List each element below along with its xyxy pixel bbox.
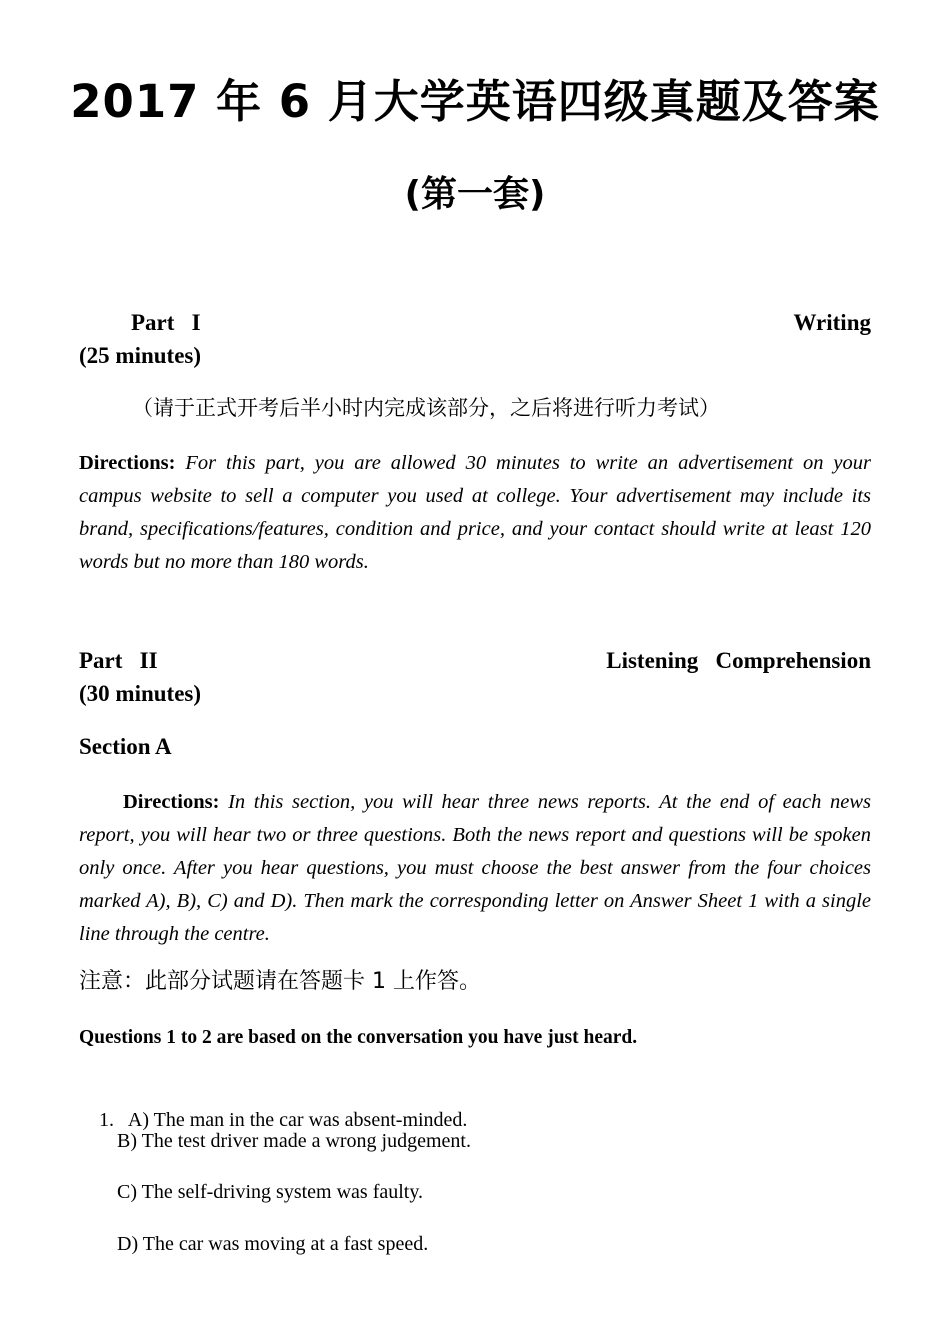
document-title: 2017 年 6 月大学英语四级真题及答案	[70, 75, 880, 128]
part2-label: Part II	[79, 648, 158, 673]
part2-directions-text: In this section, you will hear three news reports. At the end of each news report, you will hear two or three questions. Both the news report and questions will be spoken only once. After you hear questions, you must choose the best answer from the four choices marked A), B), C) and D). Then mark the corresponding letter on Answer Sheet 1 with a single line through the centre.	[79, 791, 871, 945]
part2-heading	[79, 645, 871, 677]
part2-directions-label: Directions:	[123, 791, 220, 813]
part2-time: (30 minutes)	[79, 681, 202, 706]
option-a: A) The man in the car was absent-minded.	[127, 1109, 468, 1131]
question-number: 1.	[99, 1109, 114, 1131]
option-b: B) The test driver made a wrong judgement.	[117, 1130, 471, 1152]
part1-time: (25 minutes)	[79, 343, 202, 368]
part2-note: 注意：此部分试题请在答题卡 1 上作答。	[79, 969, 481, 994]
part2-directions	[79, 786, 871, 951]
option-c: C) The self-driving system was faulty.	[117, 1181, 424, 1203]
part1-directions	[79, 447, 871, 579]
section-a-heading: Section A	[79, 734, 172, 759]
document-subtitle: (第一套)	[404, 174, 546, 215]
part1-note: （请于正式开考后半小时内完成该部分，之后将进行听力考试）	[132, 396, 720, 420]
part2-name: Listening Comprehension	[606, 648, 871, 673]
part1-directions-label: Directions:	[79, 452, 176, 474]
part1-heading	[79, 307, 871, 339]
part1-name: Writing	[793, 310, 871, 335]
part1-label: Part I	[131, 310, 201, 335]
option-d: D) The car was moving at a fast speed.	[117, 1233, 429, 1255]
part1-directions-text: For this part, you are allowed 30 minutes to write an advertisement on your campus website to sell a computer you used at college. Your advertisement may include its brand, specifications/features, condition and price, and your contact should write at least 120 words but no more than 180 words.	[79, 452, 871, 573]
question-header: Questions 1 to 2 are based on the conversation you have just heard.	[79, 1027, 638, 1048]
